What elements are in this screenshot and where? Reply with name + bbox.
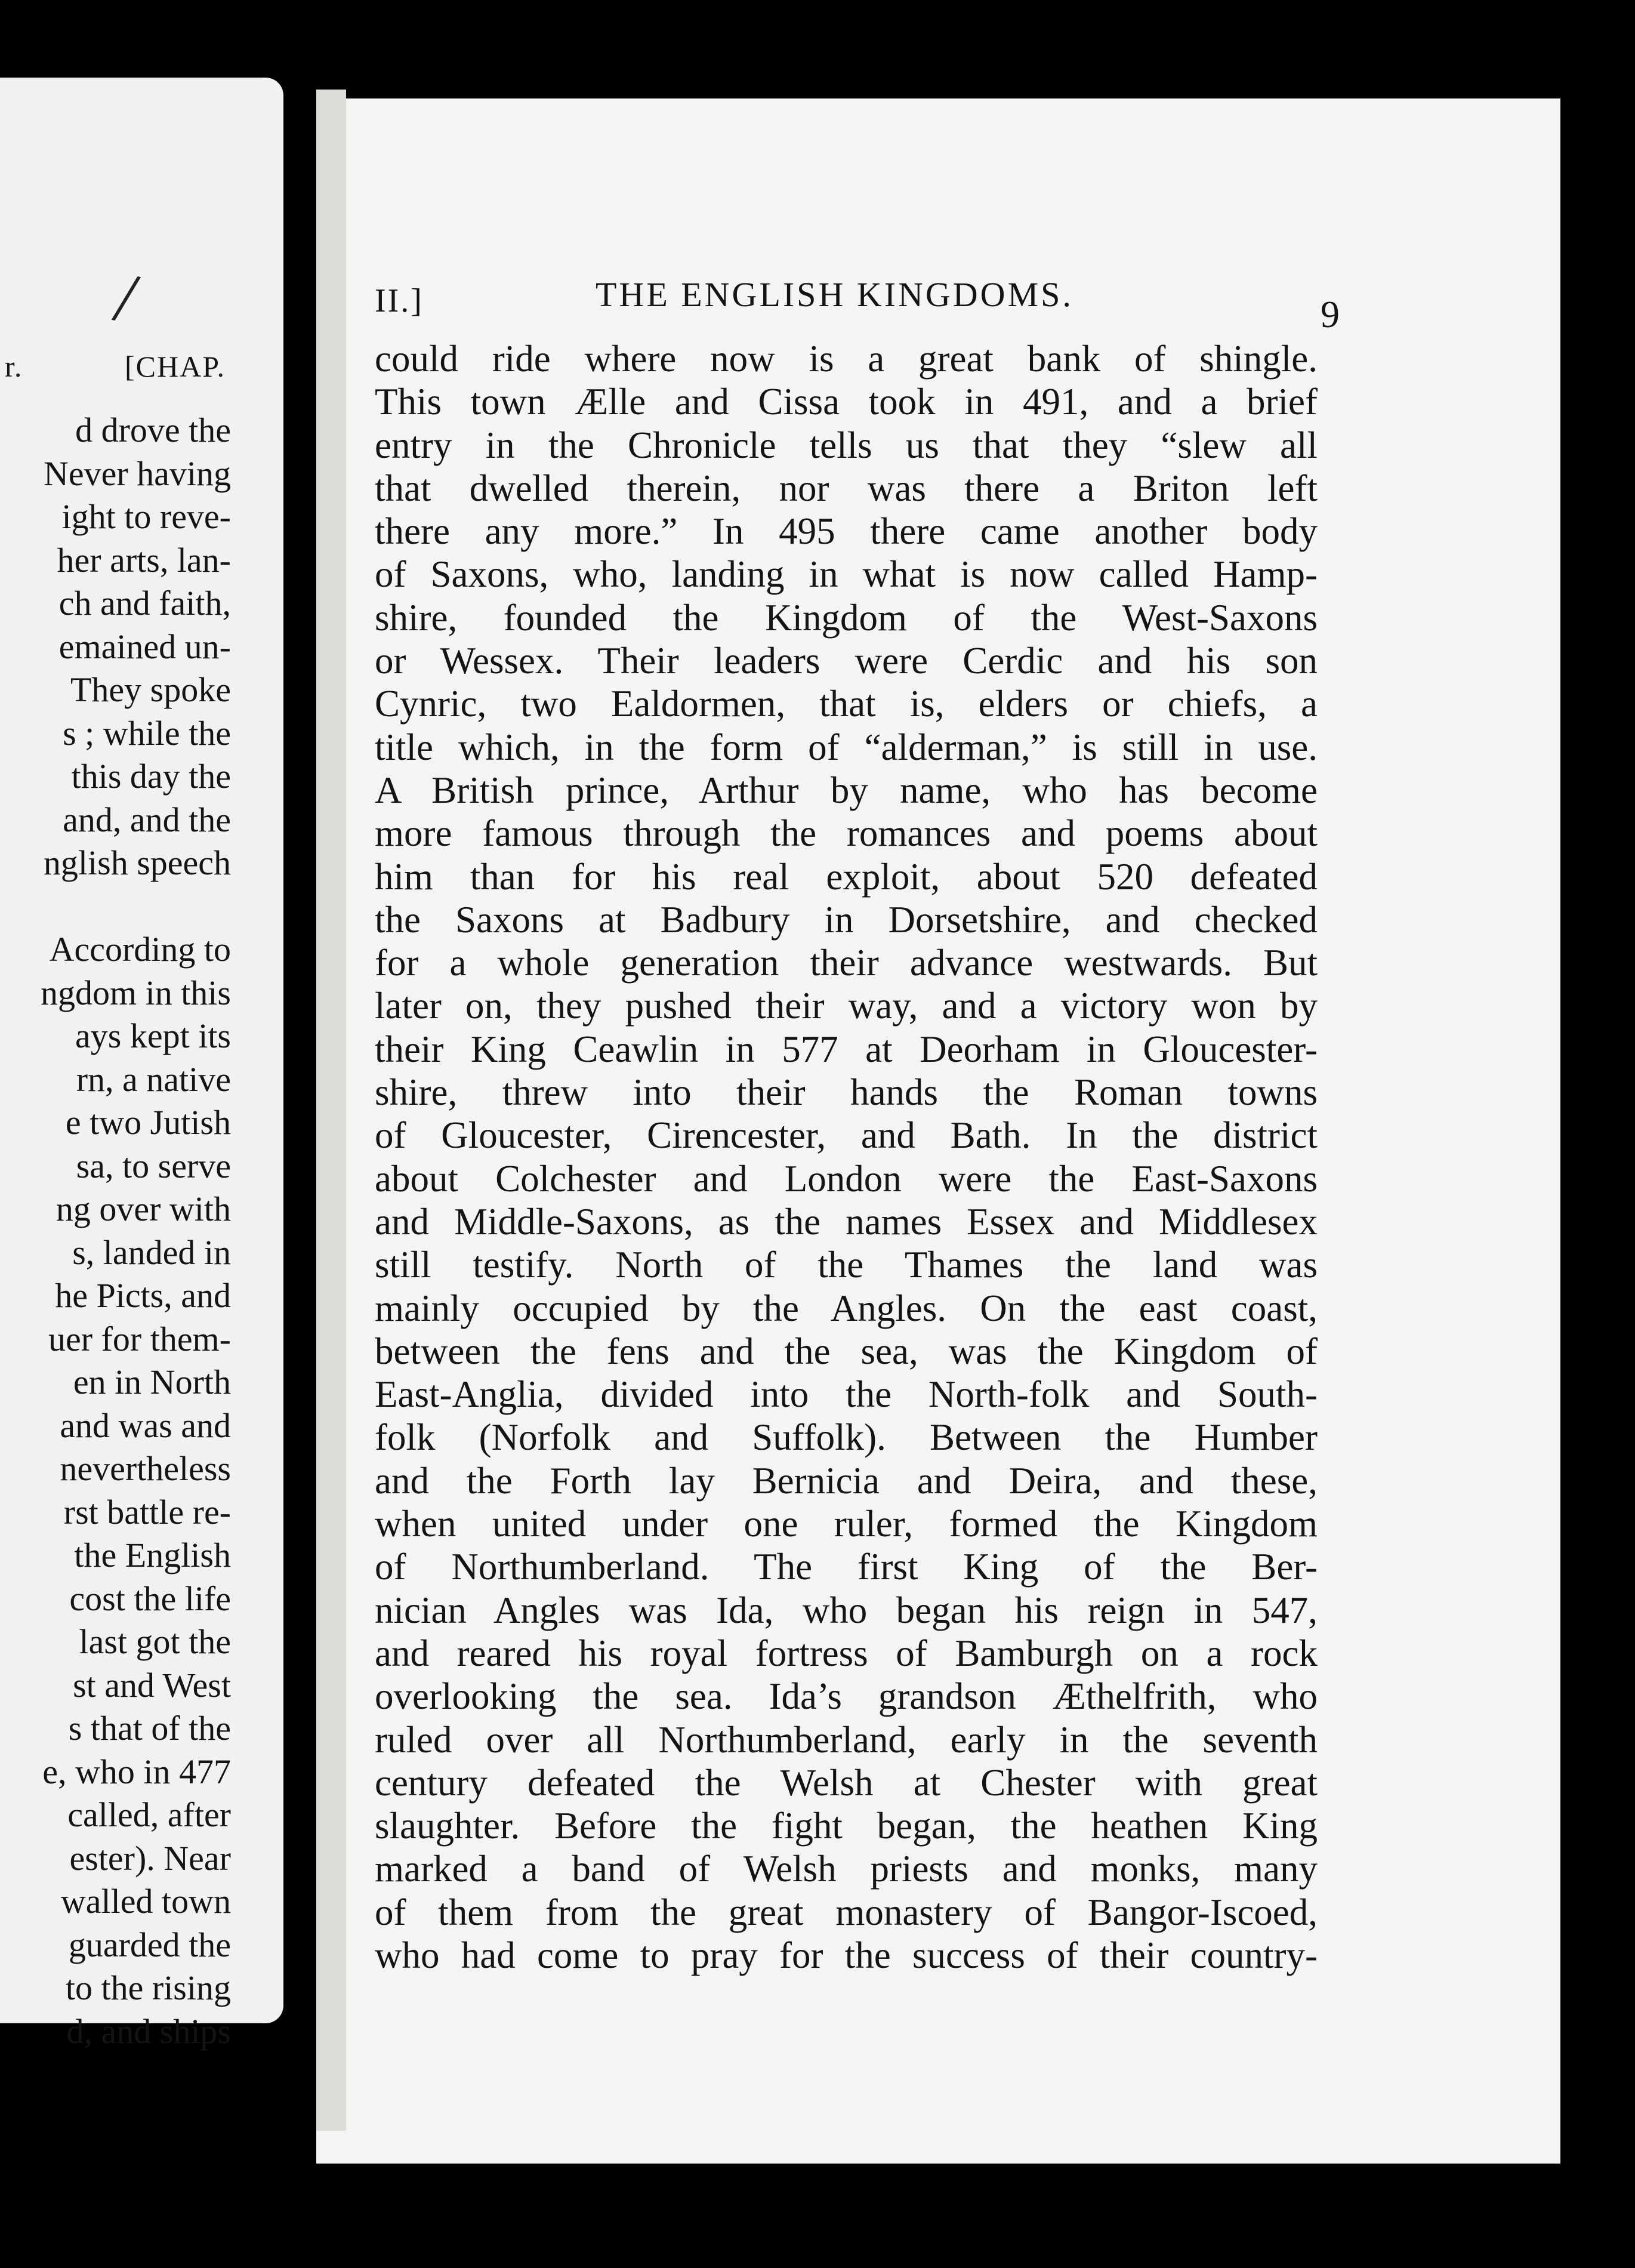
text-line: for a whole generation their advance westwards. But — [375, 942, 1318, 984]
text-line: nician Angles was Ida, who began his reign in 547, — [375, 1589, 1318, 1631]
text-line: and reared his royal fortress of Bamburgh on a rock — [375, 1632, 1318, 1674]
text-line: slaughter. Before the fight began, the heathen King — [375, 1805, 1318, 1847]
text-line: about Colchester and London were the East-Saxons — [375, 1157, 1318, 1200]
chapter-ref: II.] — [375, 282, 424, 319]
text-line: of Gloucester, Cirencester, and Bath. In the district — [375, 1114, 1318, 1157]
left-text-line: rn, a native — [76, 1059, 231, 1099]
left-text-line: nevertheless — [60, 1449, 231, 1488]
left-text-line: the English — [74, 1536, 231, 1574]
left-header-fragment: r. — [5, 350, 23, 383]
text-line: later on, they pushed their way, and a victory won by — [375, 985, 1318, 1027]
text-line: entry in the Chronicle tells us that they “slew all — [375, 424, 1318, 466]
text-line: him than for his real exploit, about 520 defeated — [375, 855, 1318, 898]
text-line: that dwelled therein, nor was there a Briton left — [375, 467, 1318, 509]
left-text-line: to the rising — [65, 1968, 231, 2007]
left-text-line: en in North — [73, 1363, 231, 1401]
text-line: their King Ceawlin in 577 at Deorham in Gloucester- — [375, 1028, 1318, 1070]
left-text-line: he Picts, and — [55, 1276, 231, 1315]
left-text-line: last got the — [79, 1622, 231, 1661]
left-text-line: her arts, lan- — [57, 540, 231, 580]
left-text-line: this day the — [71, 757, 231, 796]
text-line: ruled over all Northumberland, early in the seventh — [375, 1718, 1318, 1761]
left-text-line: ays kept its — [75, 1016, 231, 1055]
text-line: could ride where now is a great bank of shingle. — [375, 338, 1318, 380]
left-chapter-label: [CHAP. — [125, 350, 226, 383]
text-line: of them from the great monastery of Bangor-Iscoed, — [375, 1891, 1318, 1933]
text-line: This town Ælle and Cissa took in 491, and a brief — [375, 381, 1318, 423]
page-gutter — [316, 90, 346, 2131]
left-text-line: and, and the — [63, 800, 231, 839]
left-text-line: ester). Near — [69, 1838, 231, 1878]
left-text-line — [41, 885, 231, 929]
left-text-line: s ; while the — [63, 713, 231, 753]
left-text-line: rst battle re- — [63, 1492, 231, 1531]
running-head — [375, 275, 1341, 335]
text-line: the Saxons at Badbury in Dorsetshire, and checked — [375, 898, 1318, 941]
text-line: shire, threw into their hands the Roman towns — [375, 1071, 1318, 1114]
text-line: and Middle-Saxons, as the names Essex and Middlesex — [375, 1200, 1318, 1243]
left-text-line: Never having — [43, 454, 231, 493]
left-text-line: ng over with — [55, 1190, 231, 1228]
left-text-line: ngdom in this — [40, 973, 231, 1012]
left-running-head — [5, 349, 226, 384]
left-text-line: e, who in 477 — [42, 1752, 231, 1791]
text-line: who had come to pray for the success of their country- — [375, 1934, 1318, 1976]
text-line: of Northumberland. The first King of the Ber- — [375, 1546, 1318, 1588]
running-title: THE ENGLISH KINGDOMS. — [596, 275, 1073, 314]
left-text-line: cost the life — [69, 1579, 231, 1618]
text-line: more famous through the romances and poems about — [375, 812, 1318, 855]
left-text-line: They spoke — [70, 670, 231, 709]
left-text-line: st and West — [73, 1665, 231, 1705]
left-text-line: emained un- — [58, 627, 231, 666]
text-line: marked a band of Welsh priests and monks, many — [375, 1848, 1318, 1890]
body-text — [375, 337, 1318, 1977]
text-line: century defeated the Welsh at Chester with great — [375, 1761, 1318, 1804]
left-text-line: sa, to serve — [76, 1146, 231, 1185]
text-line: A British prince, Arthur by name, who has become — [375, 769, 1318, 811]
left-text-line: s, landed in — [72, 1232, 231, 1272]
text-line: folk (Norfolk and Suffolk). Between the Humber — [375, 1416, 1318, 1459]
left-text-line: e two Jutish — [65, 1103, 231, 1142]
left-text-line: and was and — [60, 1406, 231, 1445]
left-text-line: called, after — [67, 1795, 231, 1834]
text-line: overlooking the sea. Ida’s grandson Æthelfrith, who — [375, 1675, 1318, 1718]
left-text-line: uer for them- — [48, 1319, 231, 1358]
text-line: title which, in the form of “alderman,” is still in use. — [375, 726, 1318, 768]
text-line: East-Anglia, divided into the North-folk and South- — [375, 1373, 1318, 1416]
left-text-line: According to — [49, 930, 231, 969]
left-page — [0, 78, 283, 2051]
left-text-line: guarded the — [68, 1925, 231, 1964]
text-line: when united under one ruler, formed the Kingdom — [375, 1503, 1318, 1545]
left-text-line: d drove the — [75, 411, 231, 449]
text-line: mainly occupied by the Angles. On the east coast, — [375, 1287, 1318, 1329]
left-text-line: ight to reve- — [61, 497, 231, 536]
left-text-line: walled town — [60, 1882, 231, 1921]
text-line: there any more.” In 495 there came another body — [375, 510, 1318, 553]
left-text-line: ch and faith, — [58, 584, 231, 623]
left-text-line: d, and ships — [66, 2011, 231, 2051]
text-line: between the fens and the sea, was the Kingdom of — [375, 1330, 1318, 1372]
text-line: shire, founded the Kingdom of the West-Saxons — [375, 596, 1318, 639]
text-line: of Saxons, who, landing in what is now called Hamp- — [375, 553, 1318, 596]
pencil-mark: / — [108, 256, 144, 339]
text-line: and the Forth lay Bernicia and Deira, and these, — [375, 1459, 1318, 1502]
page-number: 9 — [1321, 293, 1341, 335]
left-text-line: nglish speech — [43, 843, 231, 882]
left-text-line: s that of the — [68, 1709, 231, 1748]
left-page-text — [41, 409, 231, 2053]
text-line: or Wessex. Their leaders were Cerdic and his son — [375, 640, 1318, 682]
text-line: still testify. North of the Thames the land was — [375, 1244, 1318, 1286]
text-line: Cynric, two Ealdormen, that is, elders or chiefs, a — [375, 683, 1318, 725]
